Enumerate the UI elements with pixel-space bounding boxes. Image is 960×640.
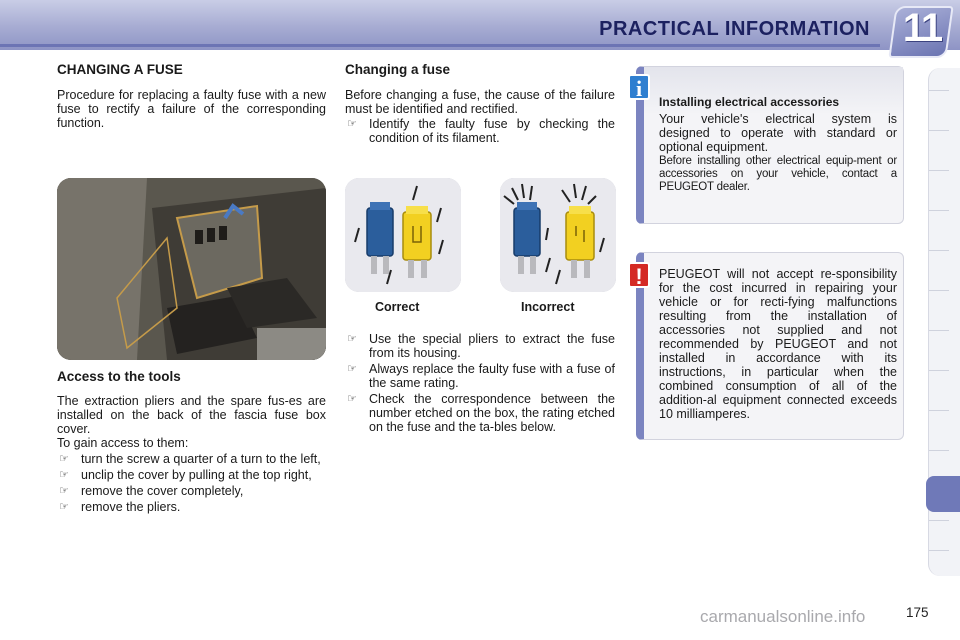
list-item: ☞ turn the screw a quarter of a turn to the left, (59, 452, 321, 466)
pointing-hand-icon: ☞ (347, 333, 357, 345)
fuse-correct-illustration (345, 178, 461, 292)
changing-fuse-steps (345, 332, 615, 436)
pointing-hand-icon: ☞ (347, 118, 357, 130)
pointing-hand-icon: ☞ (347, 363, 357, 375)
access-text: The extraction pliers and the spare fus-es are installed on the back of the fascia fuse box cover. (57, 394, 326, 436)
watermark: carmanualsonline.info (700, 607, 866, 626)
header-stripe (0, 44, 880, 47)
info-box-title: Installing electrical accessories (659, 95, 840, 109)
list-item: ☞ Identify the faulty fuse by checking the condition of its filament. (347, 117, 615, 145)
info-box-text: Your vehicle's electrical system is designed to operate with standard or optional equipment. (659, 112, 897, 154)
tab-divider (929, 410, 949, 411)
fuse-incorrect-image (500, 178, 616, 292)
access-text-lead: To gain access to them: (57, 436, 189, 450)
tab-divider (929, 330, 949, 331)
access-steps-list (57, 452, 326, 516)
identify-step-list (345, 117, 615, 147)
tab-divider (929, 370, 949, 371)
changing-fuse-title: Changing a fuse (345, 62, 451, 77)
tab-divider (929, 90, 949, 91)
tab-divider (929, 550, 949, 551)
list-item: ☞ remove the cover completely, (59, 484, 244, 498)
tab-divider (929, 130, 949, 131)
section-title: CHANGING A FUSE (57, 62, 183, 77)
pointing-hand-icon: ☞ (347, 393, 357, 405)
access-title: Access to the tools (57, 369, 181, 384)
exclamation-icon: ! (628, 262, 650, 288)
tab-divider (929, 210, 949, 211)
list-item: ☞ Check the correspondence between the number etched on the box, the rating etched on the fuse and the ta-bles below. (347, 392, 615, 434)
pointing-hand-icon: ☞ (59, 501, 69, 513)
list-item: ☞ Use the special pliers to extract the fuse from its housing. (347, 332, 615, 360)
warning-box-text: PEUGEOT will not accept re-sponsibility for the cost incurred in repairing your vehicle or for recti-fying malfunctions resulting from the installation of accessories not supplied and not recommended by PEUGEOT and not installed in accordance with its instructions, in particular when the combined consumption of all of the addition-al equipment connected exceeds 10 milliamperes. (659, 267, 897, 421)
chapter-tab-active[interactable] (926, 476, 960, 512)
pointing-hand-icon: ☞ (59, 469, 69, 481)
pointing-hand-icon: ☞ (59, 453, 69, 465)
fuse-caption-correct: Correct (375, 300, 420, 314)
info-box-note: Before installing other electrical equip-ment or accessories on your vehicle, contact a PEUGEOT dealer. (659, 155, 897, 193)
tab-divider (929, 290, 949, 291)
fuse-box-photo (57, 178, 326, 360)
changing-fuse-intro: Before changing a fuse, the cause of the failure must be identified and rectified. (345, 88, 615, 116)
chapter-number: 11 (902, 6, 942, 50)
list-item: ☞ unclip the cover by pulling at the top right, (59, 468, 312, 482)
tab-divider (929, 250, 949, 251)
page-title: PRACTICAL INFORMATION (599, 18, 870, 40)
list-item: ☞ remove the pliers. (59, 500, 181, 514)
tab-divider (929, 450, 949, 451)
fuse-caption-incorrect: Incorrect (521, 300, 575, 314)
info-icon: i (628, 74, 650, 100)
fuse-box-illustration (57, 178, 326, 360)
fuse-incorrect-illustration (500, 178, 616, 292)
list-item: ☞ Always replace the faulty fuse with a fuse of the same rating. (347, 362, 615, 390)
pointing-hand-icon: ☞ (59, 485, 69, 497)
tab-divider (929, 170, 949, 171)
fuse-correct-image (345, 178, 461, 292)
page-number: 175 (906, 605, 929, 620)
section-intro: Procedure for replacing a faulty fuse with a new fuse to rectify a failure of the corresponding function. (57, 88, 326, 130)
tab-divider (929, 520, 949, 521)
